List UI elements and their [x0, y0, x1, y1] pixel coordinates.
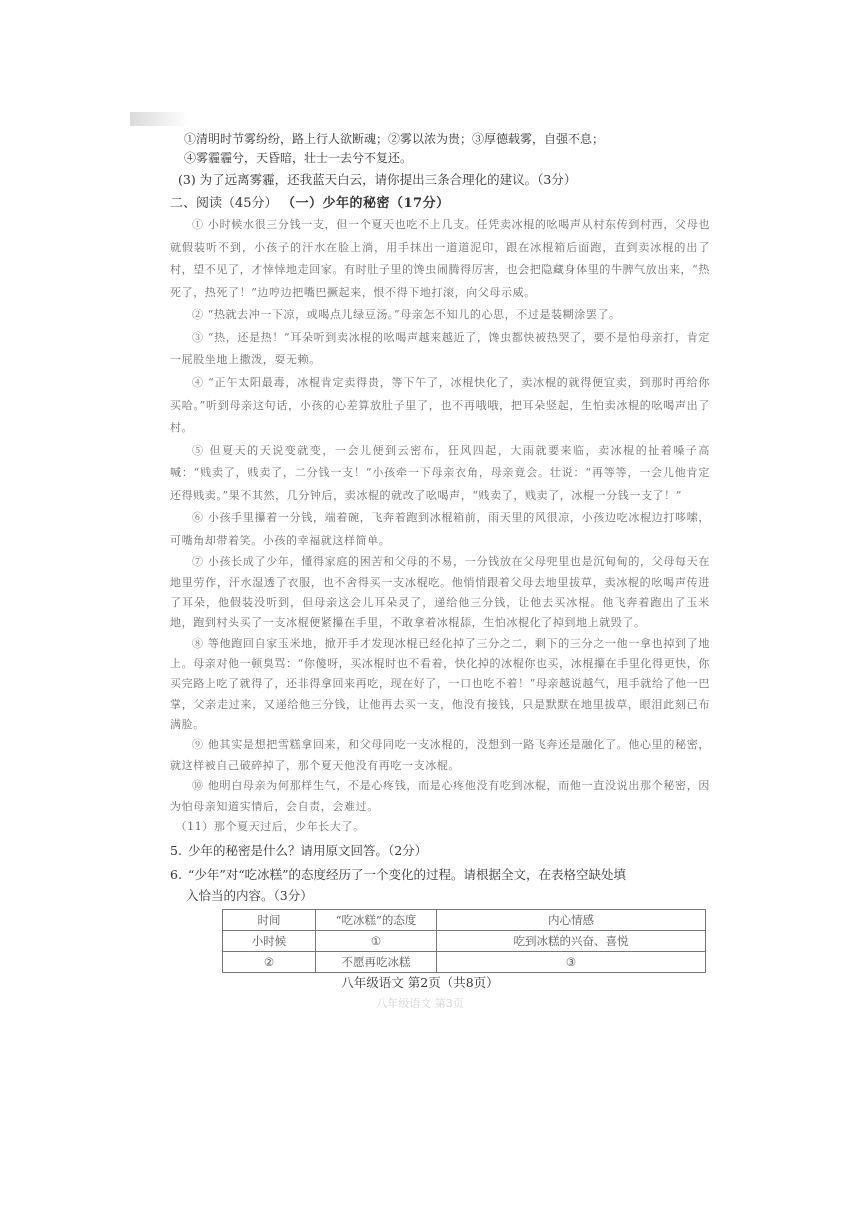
options-line-1: ①清明时节雾纷纷，路上行人欲断魂；②雾以浓为贵；③厚德载雾，自强不息； [184, 132, 605, 146]
scan-smudge [130, 112, 190, 126]
table-cell: 不愿再吃冰糕 [316, 951, 437, 972]
passage [170, 214, 710, 837]
section-heading [170, 193, 710, 214]
paragraph-9: ⑨ 他其实是想把雪糕拿回来，和父母同吃一支冰棍的，没想到一路飞奔还是融化了。他心里的秘密，就这样被自己破碎掉了，那个夏天他没有再吃一支冰棍。 [170, 738, 710, 772]
paragraph-8: ⑧ 等他跑回自家玉米地，掀开手才发现冰棍已经化掉了三分之二，剩下的三分之一他一拿也掉到了地上。母亲对他一顿臭骂：“你傻呀，买冰棍时也不看着，快化掉的冰棍你也买，冰棍攥在手里化得更快，你买完路上吃了就得了，还非得拿回来再吃，现在好了，一口也吃不着！”母亲越说越气，甩手就给了他一巴掌，父亲走过来，又递给他三分钱，让他再去买一支，他没有接钱，只是默默在地里拔草，眼泪此刻已布满脸。 [170, 636, 710, 732]
exam-page [170, 130, 710, 1013]
table-cell: 小时候 [223, 930, 316, 951]
question-6 [170, 865, 710, 906]
table-header: 内心情感 [437, 909, 706, 930]
question-6-number: 6. [170, 867, 182, 883]
table-header: 时间 [223, 909, 316, 930]
passage-title: （一）少年的秘密（17分） [282, 196, 450, 212]
question-3: (3) 为了远离雾霾，还我蓝天白云，请你提出三条合理化的建议。（3分） [178, 171, 577, 187]
table-header: “吃冰糕”的态度 [316, 909, 437, 930]
question-5-text: 少年的秘密是什么？请用原文回答。（2分） [187, 843, 428, 859]
paragraph-1: ① 小时候水很三分钱一支，但一个夏天也吃不上几支。任凭卖冰棍的吆喝声从村东传到村西，父母也就假装听不到，小孩子的汗水在脸上淌，用手抹出一道道泥印，跟在冰棍箱后面跑，直到卖冰棍的出了村，望不见了，才悻悻地走回家。有时肚子里的馋虫闹腾得厉害，也会把隐藏身体里的牛脾气放出来，“热死了，热死了！”边哼边把嘴巴撅起来，恨不得下地打滚，向父母示威。 [170, 218, 710, 299]
paragraph-10: ⑩ 他明白母亲为何那样生气，不是心疼钱，而是心疼他没有吃到冰棍，而他一直没说出那个秘密，因为怕母亲知道实情后，会自责，会难过。 [170, 779, 710, 813]
answer-table [222, 909, 706, 973]
question-6-text: “少年”对“吃冰糕”的态度经历了一个变化的过程。请根据全文，在表格空缺处填 [187, 867, 627, 883]
question-5 [170, 841, 710, 861]
table-cell-blank[interactable]: ② [223, 951, 316, 972]
options-line-2: ④雾霾霾兮，天昏暗，壮士一去兮不复还。 [184, 151, 413, 166]
paragraph-3: ③ “热，还是热！”耳朵听到卖冰棍的吆喝声越来越近了，馋虫都快被热哭了，要不是怕母亲打，肯定一屁股坐地上撒泼，耍无赖。 [170, 330, 710, 367]
section-label: 二、阅读（45分） [170, 196, 278, 212]
table-row [223, 951, 706, 972]
table-header-row [223, 909, 706, 930]
table-row [223, 930, 706, 951]
table-cell-blank[interactable]: ③ [437, 951, 706, 972]
paragraph-11: （11）那个夏天过后，少年长大了。 [175, 819, 365, 833]
paragraph-7: ⑦ 小孩长成了少年，懂得家庭的困苦和父母的不易，一分钱放在父母兜里也是沉甸甸的，父母每天在地里劳作，汗水湿透了衣服，也不舍得买一支冰棍吃。他悄悄跟着父母去地里拔草，卖冰棍的吆喝声传进了耳朵，他假装没听到，但母亲这会儿耳朵灵了，递给他三分钱，让他去买冰棍。他飞奔着跑出了玉米地，跑到村头买了一支冰棍便紧攥在手里，不敢拿着冰棍舔，生怕冰棍化了掉到地上就毁了。 [170, 555, 710, 630]
question-6-text-cont: 入恰当的内容。（3分） [186, 887, 313, 903]
paragraph-4: ④ “正午太阳最毒，冰棍肯定卖得贵，等下午了，冰棍快化了，卖冰棍的就得便宜卖，到那时再给你买哈。”听到母亲这句话，小孩的心差算放肚子里了，也不再哦哦，把耳朵竖起，生怕卖冰棍的吆喝声出了村。 [170, 376, 710, 435]
paragraph-6: ⑥ 小孩手里攥着一分钱，端着碗，飞奔着跑到冰棍箱前，雨天里的风很凉，小孩边吃冰棍边打哆嗦，可嘴角却带着笑。小孩的幸福就这样简单。 [170, 511, 710, 547]
paragraph-5: ⑤ 但夏天的天说变就变，一会儿便到云密布，狂风四起，大雨就要来临，卖冰棍的扯着嗓子高喊：“贱卖了，贱卖了，二分钱一支！”小孩牵一下母亲衣角，母亲竟会。壮说：“再等等，一会儿他肯定还得贱卖。”果不其然，几分钟后，卖冰棍的就改了吆喝声，“贱卖了，贱卖了，冰棍一分钱一支了！” [170, 443, 710, 502]
question-5-number: 5. [170, 843, 182, 859]
bleed-through-footer: 八年级语文 第3页 [376, 997, 464, 1011]
table-cell-blank[interactable]: ① [316, 930, 437, 951]
table-cell: 吃到冰糕的兴奋、喜悦 [437, 930, 706, 951]
page-footer: 八年级语文 第2页（共8页） [341, 974, 499, 990]
paragraph-2: ② “热就去冲一下凉，或喝点儿绿豆汤。”母亲怎不知儿的心思，不过是装糊涂罢了。 [192, 308, 621, 322]
